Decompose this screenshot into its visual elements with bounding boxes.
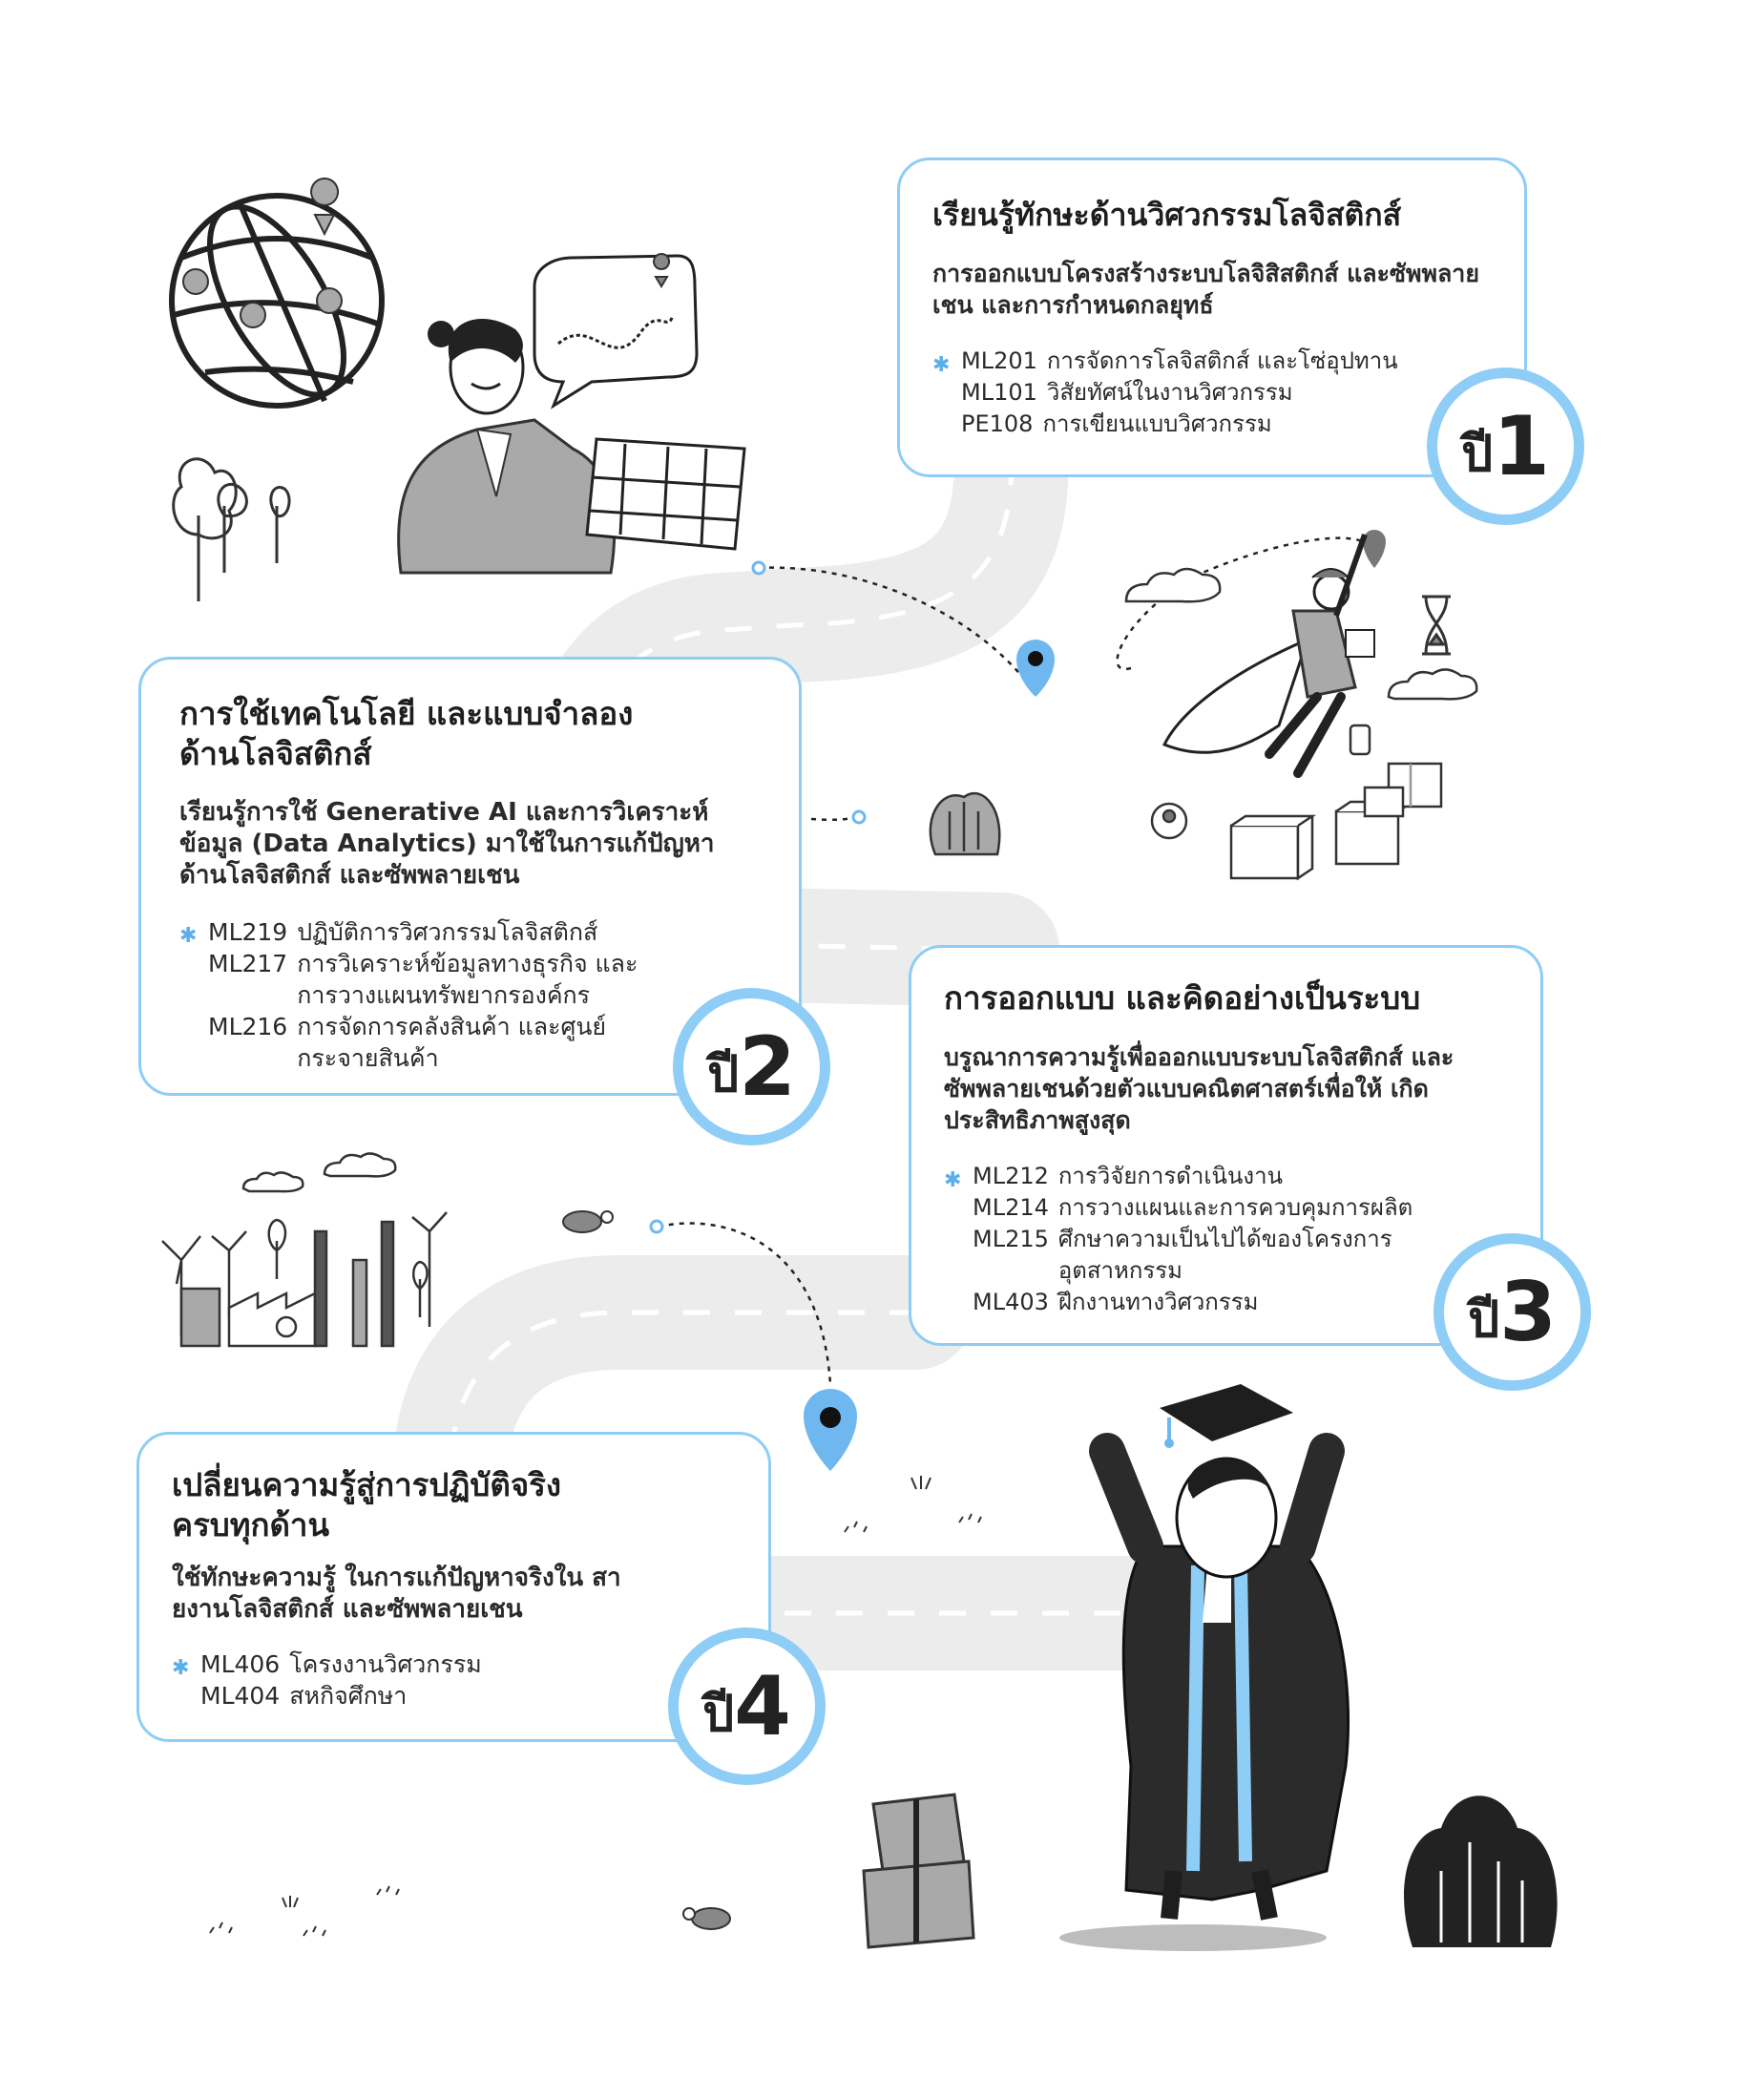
course-item: ML216 การจัดการคลังสินค้า และศูนย์ กระจายสินค้า xyxy=(208,1013,607,1072)
course-item: ML101 วิสัยทัศน์ในงานวิศวกรรม xyxy=(961,379,1293,406)
year-3-title: การออกแบบ และคิดอย่างเป็นระบบ xyxy=(944,979,1421,1017)
year-badge-number: 4 xyxy=(734,1658,791,1754)
year-2-badge xyxy=(673,988,830,1145)
year-4-course-list xyxy=(172,1648,736,1712)
year-badge-prefix: ปี xyxy=(707,1046,740,1103)
year-badge-prefix: ปี xyxy=(702,1686,735,1743)
course-item: ✱ ML219 ปฏิบัติการวิศวกรรมโลจิสติกส์ xyxy=(179,916,676,948)
star-icon: ✱ xyxy=(944,1168,962,1192)
year-2-description: เรียนรู้การใช้ Generative AI และการวิเคราะห์ข้อมูล (Data Analytics) มาใช้ในการแก้ปัญหาด้านโลจิสติกส์ และซัพพลายเชน xyxy=(179,798,715,890)
year-1-description: การออกแบบโครงสร้างระบบโลจิสิสติกส์ และซัพพลายเชน และการกำหนดกลยุทธ์ xyxy=(932,260,1479,319)
year-4-badge xyxy=(668,1628,826,1785)
globe-icon xyxy=(172,178,382,415)
year-1-title: เรียนรู้ทักษะด้านวิศวกรรมโลจิสติกส์ xyxy=(932,197,1402,233)
year-2-course-list xyxy=(179,916,676,1074)
year-3-description: บรูณาการความรู้เพื่อออกแบบระบบโลจิสติกส์ และซัพพลายเชนด้วยตัวแบบคณิตศาสตร์เพื่อให้ เกิดประสิทธิภาพสูงสุด xyxy=(944,1043,1454,1134)
map-board-icon xyxy=(587,439,744,549)
year-2-title: การใช้เทคโนโลยี และแบบจำลอง ด้านโลจิสติกส์ xyxy=(179,695,634,772)
year-4-title: เปลี่ยนความรู้สู่การปฏิบัติจริง ครบทุกด้าน xyxy=(172,1466,561,1544)
course-item: ML404 สหกิจศึกษา xyxy=(200,1682,408,1710)
star-icon: ✱ xyxy=(932,353,951,377)
course-item: ML215 ศึกษาความเป็นไปได้ของโครงการ อุตสาหกรรม xyxy=(973,1226,1392,1284)
course-item: PE108 การเขียนแบบวิศวกรรม xyxy=(961,410,1272,437)
year-badge-number: 1 xyxy=(1493,398,1550,494)
course-item: ✱ ML201 การจัดการโลจิสติกส์ และโซ่อุปทาน xyxy=(932,346,1492,377)
tree-icon xyxy=(174,459,289,601)
year-badge-number: 2 xyxy=(739,1018,796,1115)
year-4-description: ใช้ทักษะความรู้ ในการแก้ปัญหาจริงใน สายงานโลจิสติกส์ และซัพพลายเชน xyxy=(172,1564,621,1624)
year-3-course-list xyxy=(944,1161,1440,1318)
course-item: ML217 การวิเคราะห์ข้อมูลทางธุรกิจ และการวางแผนทรัพยากรองค์กร xyxy=(208,950,638,1009)
star-icon: ✱ xyxy=(172,1656,190,1680)
factory-windmill-illustration xyxy=(162,1212,447,1346)
year-3-badge xyxy=(1434,1233,1591,1391)
parcel-box-icon xyxy=(864,1795,973,1947)
year-badge-prefix: ปี xyxy=(1461,426,1494,483)
star-icon: ✱ xyxy=(179,924,198,948)
bush-icon xyxy=(931,793,999,854)
year-1-course-list xyxy=(932,346,1492,440)
year-badge-number: 3 xyxy=(1499,1264,1557,1360)
hourglass-icon xyxy=(1422,597,1451,654)
course-item: ✱ ML406 โครงงานวิศวกรรม xyxy=(172,1648,736,1680)
course-item: ✱ ML212 การวิจัยการดำเนินงาน xyxy=(944,1161,1440,1192)
course-item: ML214 การวางแผนและการควบคุมการผลิต xyxy=(973,1194,1413,1221)
course-item: ML403 ฝึกงานทางวิศวกรรม xyxy=(973,1289,1259,1315)
year-1-badge xyxy=(1427,368,1584,525)
year-badge-prefix: ปี xyxy=(1468,1292,1500,1349)
speech-bubble-route-icon xyxy=(534,254,697,406)
bush-icon xyxy=(1404,1796,1558,1947)
